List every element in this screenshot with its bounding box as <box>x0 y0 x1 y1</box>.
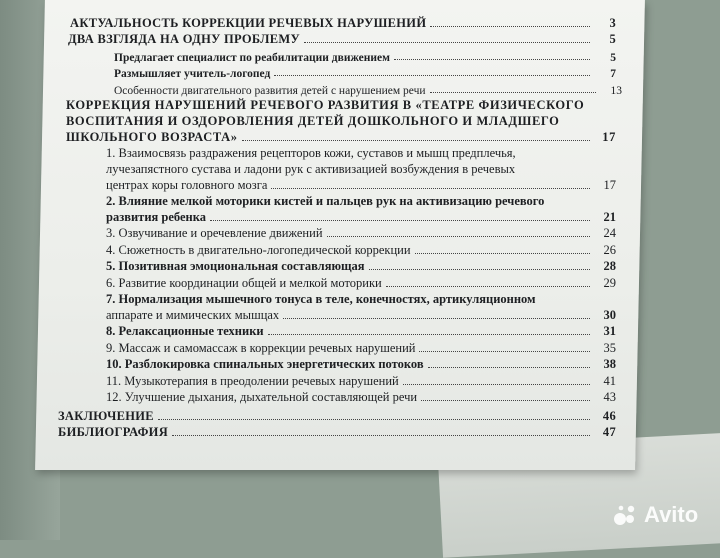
dot-leader <box>430 92 596 93</box>
toc-entry-title: ЗАКЛЮЧЕНИЕ <box>58 408 154 423</box>
toc-entry-page: 13 <box>610 84 622 97</box>
toc-entry-page: 21 <box>603 209 616 224</box>
avito-logo-icon <box>612 502 638 528</box>
toc-entry <box>106 323 616 340</box>
dot-leader <box>415 253 590 254</box>
dot-leader <box>403 384 590 385</box>
toc-entry-page: 41 <box>603 373 616 388</box>
dot-leader <box>421 400 590 401</box>
toc-entry-page: 38 <box>603 357 616 371</box>
toc-entry-page: 7 <box>610 68 616 80</box>
dot-leader <box>386 286 590 287</box>
toc-entry <box>68 31 616 48</box>
dot-leader <box>283 318 590 319</box>
toc-entry-page: 35 <box>603 340 616 355</box>
toc-entry <box>70 14 616 31</box>
toc-entry-title-line: КОРРЕКЦИЯ НАРУШЕНИЙ РЕЧЕВОГО РАЗВИТИЯ В «ТЕАТРЕ ФИЗИЧЕСКОГО <box>66 97 585 112</box>
toc-entry <box>106 225 616 242</box>
toc-entry-title-line: 7. Нормализация мышечного тонуса в теле, конечностях, артикуляционном <box>106 291 536 306</box>
dot-leader <box>268 334 590 335</box>
toc-entry-title: 5. Позитивная эмоциональная составляющая <box>106 259 365 273</box>
toc-entry-title: 11. Музыкотерапия в преодолении речевых нарушений <box>106 373 399 388</box>
toc-entry-page: 5 <box>609 32 616 46</box>
toc-entry-page: 29 <box>603 275 616 290</box>
dot-leader <box>327 236 590 237</box>
toc-entry-page: 17 <box>603 177 616 192</box>
dot-leader <box>430 26 590 27</box>
toc-entry-title: БИБЛИОГРАФИЯ <box>58 425 169 439</box>
toc-entry-page: 31 <box>603 324 616 338</box>
toc-entry <box>106 241 616 258</box>
toc-entry <box>106 339 616 356</box>
toc-entry <box>106 193 616 225</box>
toc-entry-title: 12. Улучшение дыхания, дыхательной составляющей речи <box>106 390 418 404</box>
dot-leader <box>172 435 590 436</box>
toc-entry <box>58 424 616 441</box>
toc-entry-title: 4. Сюжетность в двигательно-логопедической коррекции <box>106 242 411 257</box>
toc-entry-page: 28 <box>603 259 616 273</box>
toc-entry-title-line: ВОСПИТАНИЯ И ОЗДОРОВЛЕНИЯ ДЕТЕЙ ДОШКОЛЬНОГО И МЛАДШЕГО <box>66 113 560 128</box>
toc-entry <box>106 356 616 373</box>
toc-entry-page: 46 <box>602 408 616 423</box>
dot-leader <box>271 188 590 189</box>
dot-leader <box>394 59 590 60</box>
table-of-contents <box>56 14 622 440</box>
toc-entry-title-line: аппарате и мимических мышцах <box>106 307 280 322</box>
toc-entry-title: 10. Разблокировка спинальных энергетических потоков <box>106 357 424 371</box>
toc-entry <box>114 64 616 81</box>
toc-entry-title: ДВА ВЗГЛЯДА НА ОДНУ ПРОБЛЕМУ <box>68 32 300 46</box>
toc-entry-title-line: 2. Влияние мелкой моторики кистей и пальцев рук на активизацию речевого <box>106 193 545 208</box>
toc-entry-title-line: центрах коры головного мозга <box>106 177 268 192</box>
toc-entry-title: 6. Развитие координации общей и мелкой моторики <box>106 275 382 290</box>
toc-entry-page: 30 <box>603 307 616 322</box>
toc-entry-page: 5 <box>610 51 616 64</box>
toc-entry-page: 3 <box>609 15 616 30</box>
toc-entry <box>114 47 616 64</box>
toc-entry-page: 17 <box>602 129 616 144</box>
toc-entry-title: 8. Релаксационные техники <box>106 324 264 338</box>
toc-entry-title: Особенности двигательного развития детей с нарушением речи <box>114 84 426 97</box>
toc-entry <box>106 258 616 275</box>
toc-entry <box>106 274 616 291</box>
toc-entry-page: 24 <box>603 226 616 240</box>
toc-entry-title: 3. Озвучивание и оречевление движений <box>106 226 323 240</box>
dot-leader <box>304 42 590 43</box>
toc-entry <box>106 372 616 389</box>
toc-entry-title-line: ШКОЛЬНОГО ВОЗРАСТА» <box>66 129 238 144</box>
dot-leader <box>210 220 590 221</box>
toc-entry <box>58 407 616 424</box>
dot-leader <box>428 367 590 368</box>
toc-entry-title: 9. Массаж и самомассаж в коррекции речевых нарушений <box>106 340 416 355</box>
toc-entry <box>106 389 616 406</box>
toc-entry-title-line: 1. Взаимосвязь раздражения рецепторов кожи, суставов и мышц предплечья, <box>106 145 516 160</box>
toc-entry <box>106 145 616 193</box>
dot-leader <box>242 140 590 141</box>
dot-leader <box>158 419 590 420</box>
avito-wordmark: Avito <box>644 502 699 527</box>
toc-entry-title: Предлагает специалист по реабилитации движением <box>114 51 390 64</box>
dot-leader <box>369 269 590 270</box>
toc-entry-page: 26 <box>603 242 616 257</box>
toc-entry-title: АКТУАЛЬНОСТЬ КОРРЕКЦИИ РЕЧЕВЫХ НАРУШЕНИЙ <box>70 15 427 30</box>
avito-watermark <box>612 502 698 528</box>
toc-entry-page: 43 <box>603 390 616 404</box>
dot-leader <box>274 75 590 76</box>
toc-entry-title-line: развития ребенка <box>106 209 207 224</box>
toc-entry <box>106 291 616 323</box>
toc-entry-title-line: лучезапястного сустава и ладони рук с активизацией возбуждения в речевых <box>106 161 516 176</box>
dot-leader <box>419 351 590 352</box>
toc-entry-page: 47 <box>602 425 616 439</box>
toc-entry-title: Размышляет учитель-логопед <box>114 68 271 80</box>
toc-entry <box>114 80 622 97</box>
toc-entry <box>66 97 616 145</box>
